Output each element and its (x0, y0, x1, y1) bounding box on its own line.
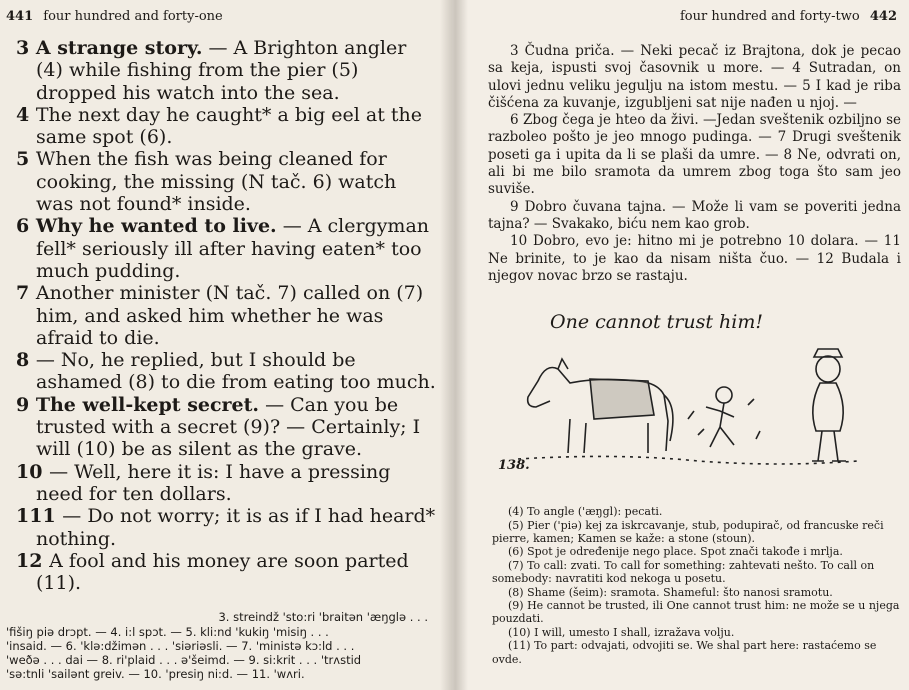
right-page-header (488, 9, 901, 29)
paragraph-text: — A clergyman fell* seriously ill after having eaten* too much pudding. (36, 215, 430, 282)
pronunciation-line: 'weðə . . . dai — 8. ri'plaid . . . ə'šeimd. — 9. si:krit . . . 'trʌstid (6, 653, 362, 668)
book-gutter (440, 0, 468, 690)
paragraph-text: When the fish was being cleaned for cooking, the missing (N tač. 6) watch was not found* inside. (35, 148, 397, 216)
english-paragraph (6, 550, 438, 595)
paragraph-text: Another minister (N tač. 7) called on (7) him, and asked him whether he was afraid to die. (35, 282, 424, 349)
paragraph-text: — A Brighton angler (4) while fishing from the pier (5) dropped his watch into the sea. (36, 37, 407, 104)
paragraph-text: — No, he replied, but I should be ashamed (8) to die from eating too much. (35, 349, 436, 394)
cartoon-illustration (498, 311, 868, 479)
pronunciation-line: 'sə:tnli 'sailənt greiv. — 10. 'presiŋ ni:d. — 11. 'wʌri. (6, 667, 305, 682)
left-page-words: four hundred and forty-one (43, 9, 223, 24)
english-paragraph (6, 282, 438, 349)
paragraph-number: 10 (16, 460, 50, 483)
left-page (0, 0, 452, 690)
translation-paragraph: 6 Zbog čega je hteo da živi. —Jedan sveštenik ozbiljno se razboleo pošto je jeo mnogo pudinga. — 7 Drugi sveštenik poseti ga i upita da li se plaši da umre. — 8 Ne, odvrati on, ali bi me bilo sramota da umrem zbog toga što sam jeo suviše. (488, 112, 901, 198)
translation-paragraph: 10 Dobro, evo je: hitno mi je potrebno 10 dolara. — 11 Ne brinite, to je kao da nisam ništa čuo. — 12 Budala i njegov novac brzo se rastaju. (488, 233, 901, 284)
paragraph-text: — Well, here it is: I have a pressing need for ten dollars. (36, 460, 391, 505)
footnotes (488, 505, 901, 666)
left-page-number: 441 (6, 9, 34, 24)
english-paragraph (6, 461, 438, 506)
english-paragraph (6, 104, 438, 149)
pronunciation-line: 'insaid. — 6. 'klə:džimən . . . 'siəriəsli. — 7. 'ministə kɔ:ld . . . (6, 638, 355, 653)
paragraph-number: 9 (16, 393, 36, 416)
paragraph-text: A fool and his money are soon parted (11). (36, 549, 409, 595)
paragraph-number: 7 (16, 282, 36, 305)
translation-paragraph: 9 Dobro čuvana tajna. — Može li vam se poveriti jedna tajna? — Svakako, biću nem kao grob. (488, 198, 901, 232)
story-title: Why he wanted to live. (35, 215, 277, 238)
paragraph-text: The next day he caught* a big eel at the same spot (6). (35, 103, 423, 149)
paragraph-number: 5 (16, 148, 36, 171)
paragraph-number: 111 (16, 505, 63, 528)
pronunciation-line: 3. streindž 'sto:ri 'braitən 'æŋglə . . . (218, 610, 428, 625)
left-page-header (6, 9, 438, 29)
paragraph-text: — Do not worry; it is as if I had heard* nothing. (36, 505, 436, 550)
right-page-number: 442 (869, 9, 897, 24)
translation-paragraph: 3 Čudna priča. — Neki pecač iz Brajtona, dok je pecao sa keja, ispusti svoj časovnik u more. — 4 Sutradan, on ulovi jednu veliku jegulju na istom mestu. — 5 I kad je riba čišćena za kuvanje, izgubljeni sat nije nađen u njoj. — (488, 43, 901, 111)
english-paragraph (6, 148, 438, 215)
paragraph-number: 6 (16, 215, 36, 238)
footnote: (4) To angle ('æŋgl): pecati. (508, 505, 663, 519)
cartoon-number: 138. (498, 458, 530, 474)
english-paragraph (6, 505, 438, 550)
story-title: The well-kept secret. (35, 393, 260, 416)
paragraph-number: 12 (16, 549, 50, 572)
english-paragraph (6, 37, 438, 104)
footnote: (5) Pier ('piə) kej za iskrcavanje, stub, podupirač, od francuske reči pierre, kamen; Kamen se kaže: a stone (stoun). (492, 518, 884, 545)
footnote: (10) I will, umesto I shall, izražava volju. (508, 625, 735, 639)
footnote: (8) Shame (šeim): sramota. Shameful: što nanosi sramotu. (508, 585, 833, 599)
serbian-translation (488, 43, 901, 285)
right-page-words: four hundred and forty-two (679, 9, 860, 24)
footnote: (6) Spot je određenije nego place. Spot znači takođe i mrlja. (508, 545, 843, 559)
english-paragraph (6, 215, 438, 282)
cartoon-caption: One cannot trust him! (550, 311, 763, 334)
pronunciation-line: 'fišiŋ piə drɔpt. — 4. i:l spɔt. — 5. kli:nd 'kukiŋ 'misiŋ . . . (6, 624, 329, 639)
pronunciation-block (6, 610, 438, 681)
english-text (6, 37, 438, 594)
paragraph-number: 4 (16, 103, 36, 126)
footnote: (9) He cannot be trusted, ili One cannot trust him: ne može se u njega pouzdati. (492, 599, 900, 626)
footnote: (11) To part: odvajati, odvojiti se. We shal part here: rastaćemo se ovde. (492, 639, 877, 666)
right-page (452, 0, 909, 690)
paragraph-number: 3 (16, 37, 36, 59)
story-title: A strange story. (35, 37, 203, 59)
paragraph-number: 8 (16, 349, 36, 372)
english-paragraph (6, 394, 438, 461)
paragraph-text: — Can you be trusted with a secret (9)? — Certainly; I will (10) be as silent as the grave. (36, 393, 421, 461)
english-paragraph (6, 349, 438, 394)
footnote: (7) To call: zvati. To call for something: zahtevati nešto. To call on somebody: navratiti kod nekoga u posetu. (492, 558, 875, 586)
cartoon-drawing (498, 311, 868, 479)
